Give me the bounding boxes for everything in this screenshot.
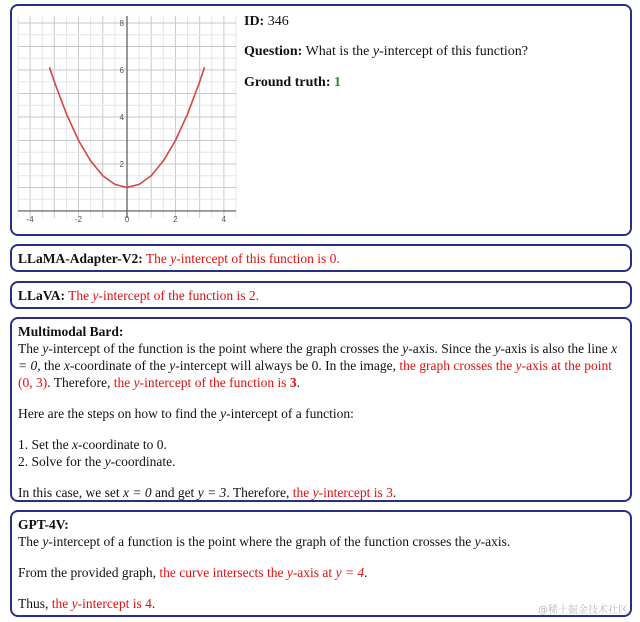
answer-t1: The (68, 288, 90, 303)
math-var: y (42, 534, 49, 549)
text: -axis. Since the (408, 341, 492, 356)
text: 1. Set the (18, 437, 69, 452)
id-label: ID: (244, 14, 265, 29)
id-value: 346 (267, 14, 289, 29)
text: the (292, 485, 310, 500)
math-var: y (312, 485, 319, 500)
math-var: x (72, 437, 78, 452)
x-tick-label: 2 (173, 214, 178, 224)
model-label: LLaVA: (18, 288, 66, 303)
text: . (392, 485, 397, 500)
text: , the (37, 358, 61, 373)
model-label: GPT-4V: (18, 517, 69, 532)
gpt-paragraph-2 (18, 564, 624, 581)
text: -axis at (292, 565, 333, 580)
text: -coordinate to 0. (78, 437, 167, 452)
function-graph (16, 14, 238, 232)
bard-step-1 (18, 436, 624, 453)
bold-value: 3 (289, 375, 297, 390)
math-var: y (42, 341, 49, 356)
text: . (364, 565, 368, 580)
text: -axis. (480, 534, 511, 549)
text: and get (154, 485, 195, 500)
math-expr: y = 4 (335, 565, 365, 580)
text: The (18, 341, 39, 356)
id-line (244, 14, 289, 30)
x-tick-label: -4 (26, 214, 34, 224)
math-var: y (71, 596, 78, 611)
text: From the provided graph, (18, 565, 156, 580)
math-var: y (515, 358, 522, 373)
highlight (293, 485, 393, 500)
text: . Therefore, (226, 485, 290, 500)
x-tick-label: 4 (221, 214, 227, 224)
text: The (18, 534, 39, 549)
model-label: LLaMA-Adapter-V2: (18, 251, 143, 266)
question-panel (10, 4, 632, 236)
text: -intercept of a function: (226, 406, 354, 421)
answer-text (146, 251, 340, 266)
text: . (296, 375, 301, 390)
bard-paragraph-3 (18, 484, 624, 501)
bard-step-2 (18, 453, 624, 470)
text: -coordinate. (110, 454, 176, 469)
bard-paragraph-2 (18, 405, 624, 422)
text: -intercept is 3 (318, 485, 393, 500)
text: the (113, 375, 131, 390)
math-expr: y = 3 (197, 485, 227, 500)
text: Here are the steps on how to find the (18, 406, 217, 421)
answer-t2: -intercept of this function is 0. (176, 251, 340, 266)
question-post: -intercept of this function? (379, 44, 528, 59)
math-var: y (286, 565, 293, 580)
highlight (52, 596, 152, 611)
response-llama-adapter (10, 244, 632, 272)
math-expr: x = 0 (18, 341, 618, 373)
text: -intercept of the function is the point where the graph crosses the (48, 341, 399, 356)
math-var: y (402, 341, 409, 356)
x-tick-label: -2 (74, 214, 83, 224)
math-var: y (104, 454, 111, 469)
text: -coordinate of the (69, 358, 166, 373)
response-multimodal-bard (10, 317, 632, 502)
question-pre: What is the (305, 44, 370, 59)
text: In this case, we set (18, 485, 120, 500)
question-label: Question: (244, 44, 303, 59)
math-var: y (220, 406, 227, 421)
highlight (159, 565, 364, 580)
text: the (51, 596, 69, 611)
text: -axis is also the line (500, 341, 608, 356)
answer-t2: -intercept of the function is 2. (98, 288, 259, 303)
ground-truth-line (244, 75, 341, 91)
text: -intercept of a function is the point where the graph of the function crosses the (48, 534, 472, 549)
math-var: x (63, 358, 70, 373)
math-expr: x = 0 (122, 485, 152, 500)
text: the graph crosses the (399, 358, 513, 373)
text: -intercept of the function is (139, 375, 287, 390)
math-var: y (494, 341, 501, 356)
y-tick-label: 8 (119, 19, 124, 29)
math-var: y (474, 534, 481, 549)
x-tick-label: 0 (124, 214, 130, 224)
ground-truth-label: Ground truth: (244, 75, 331, 90)
highlight (114, 375, 297, 390)
text: . (151, 596, 156, 611)
watermark: @稀土掘金技术社区 (538, 605, 628, 616)
question-var: y (372, 44, 380, 59)
text: . Therefore, (47, 375, 111, 390)
response-llava (10, 281, 632, 309)
text: -intercept is 4 (77, 596, 152, 611)
ground-truth-value: 1 (333, 75, 341, 90)
text: the curve intersects the (159, 565, 284, 580)
bard-paragraph-1 (18, 340, 624, 391)
text: -intercept will always be 0. In the image, (175, 358, 397, 373)
gpt-paragraph-3 (18, 595, 624, 612)
text: Thus, (18, 596, 49, 611)
math-var: y (133, 375, 140, 390)
model-label: Multimodal Bard: (18, 324, 124, 339)
answer-var: y (170, 251, 177, 266)
y-tick-label: 2 (119, 159, 124, 169)
question-line (244, 44, 528, 60)
text: -axis at the point (0, 3) (18, 358, 612, 390)
math-var: y (169, 358, 176, 373)
answer-var: y (92, 288, 99, 303)
text: 2. Solve for the (18, 454, 102, 469)
y-tick-label: 6 (119, 66, 124, 76)
answer-t1: The (145, 251, 167, 266)
answer-text (68, 288, 259, 303)
y-tick-label: 4 (119, 113, 124, 122)
gpt-paragraph-1 (18, 533, 624, 550)
